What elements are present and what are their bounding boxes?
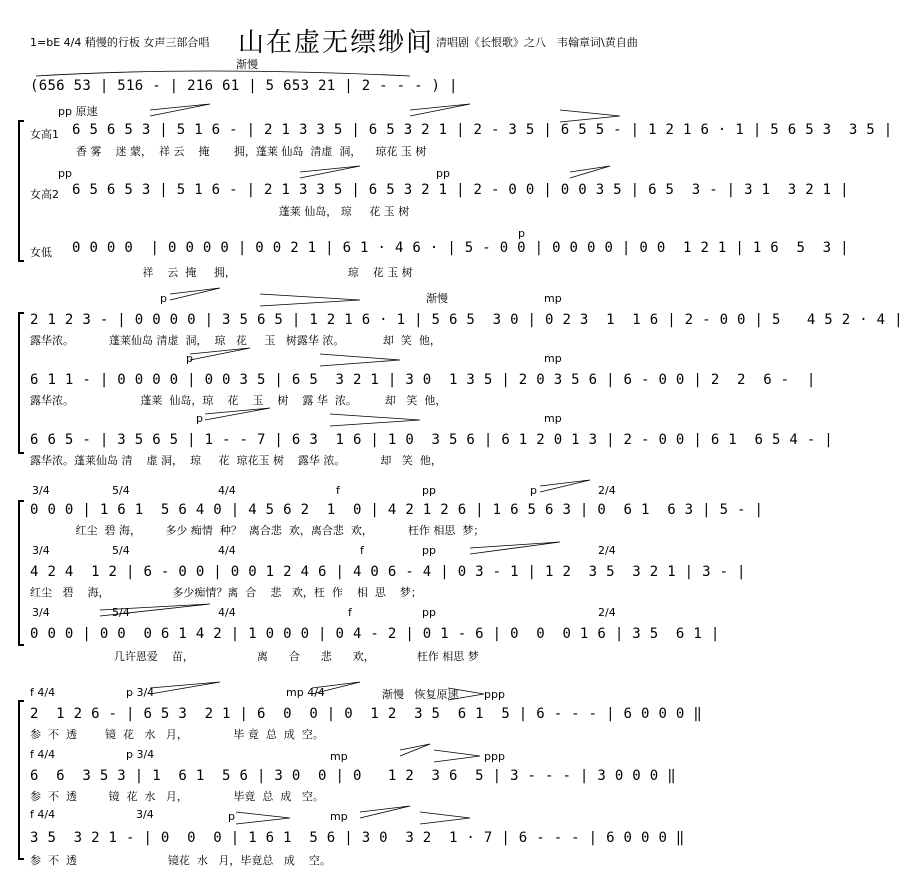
dynamic-mark: 4/4	[218, 484, 236, 497]
dynamic-mark: f 4/4	[30, 808, 56, 821]
part-lyric: 参 不 透 镜花 水 月，毕竟总 成 空。	[30, 854, 331, 867]
intro-tempo-mark: 渐慢	[236, 58, 258, 71]
dynamic-mark: mp 4/4	[286, 686, 325, 699]
hairpin	[434, 750, 480, 762]
dynamic-mark: pp 原速	[58, 105, 98, 118]
dynamic-mark: p 3/4	[126, 748, 155, 761]
hairpin	[448, 688, 484, 700]
dynamic-mark: pp	[422, 484, 436, 497]
part-lyric: 露华浓。蓬莱仙岛 清 虚 洞， 琼 花 琼花玉 树 露华 浓。 却 笑 他，	[30, 454, 442, 467]
dynamic-mark: 5/4	[112, 606, 130, 619]
part-lyric: 参 不 透 镜 花 水 月， 毕竟 总 成 空。	[30, 790, 324, 803]
hairpin	[540, 480, 590, 492]
dynamic-mark: p	[530, 484, 537, 497]
dynamic-mark: p	[196, 412, 203, 425]
hairpin	[300, 166, 360, 178]
dynamic-mark: 3/4	[136, 808, 154, 821]
dynamic-mark: f 4/4	[30, 686, 56, 699]
hairpin	[170, 288, 220, 300]
part-notes: 6 6 3 5 3 | 1 6 1 5 6 | 3 0 0 | 0 1 2 3 6 5 | 3 - - - | 3 0 0 0 ‖	[30, 768, 676, 784]
dynamic-mark: mp	[330, 750, 348, 763]
dynamic-mark: pp	[436, 167, 450, 180]
part-lyric: 参 不 透 镜 花 水 月， 毕 竟 总 成 空。	[30, 728, 324, 741]
dynamic-mark: 5/4	[112, 484, 130, 497]
dynamic-mark: 2/4	[598, 606, 616, 619]
dynamic-mark: 3/4	[32, 544, 50, 557]
hairpin	[236, 812, 290, 824]
dynamic-mark: 3/4	[32, 606, 50, 619]
dynamic-mark: f	[360, 544, 364, 557]
hairpin	[560, 110, 620, 122]
intro-slur	[36, 71, 410, 76]
part-notes: 4 2 4 1 2 | 6 - 0 0 | 0 0 1 2 4 6 | 4 0 6 - 4 | 0 3 - 1 | 1 2 3 5 3 2 1 | 3 - |	[30, 564, 746, 580]
hairpin	[330, 414, 420, 426]
dynamic-mark: p 3/4	[126, 686, 155, 699]
dynamic-mark: p	[160, 292, 167, 305]
dynamic-mark: 3/4	[32, 484, 50, 497]
dynamic-mark: 2/4	[598, 544, 616, 557]
dynamic-mark: ppp	[484, 750, 505, 763]
part-lyric: 几许恩爱 苗， 离 合 悲 欢， 枉作 相思 梦	[30, 650, 479, 663]
dynamic-mark: p	[186, 352, 193, 365]
part-notes: 0 0 0 | 1 6 1 5 6 4 0 | 4 5 6 2 1 0 | 4 2 1 2 6 | 1 6 5 6 3 | 0 6 1 6 3 | 5 - |	[30, 502, 764, 518]
dynamic-mark: ppp	[484, 688, 505, 701]
part-label: 女高2	[30, 188, 59, 201]
key-signature-info: 1=bE 4/4 稍慢的行板 女声三部合唱	[30, 36, 210, 49]
part-lyric: 红尘 碧 海， 多少痴情？离 合 悲 欢，枉 作 相 思 梦；	[30, 586, 422, 599]
dynamic-mark: 渐慢	[426, 292, 448, 305]
hairpin	[470, 542, 560, 554]
hairpin	[400, 744, 430, 756]
dynamic-mark: mp	[330, 810, 348, 823]
dynamic-mark: pp	[58, 167, 72, 180]
hairpin	[410, 104, 470, 116]
dynamic-mark: mp	[544, 352, 562, 365]
dynamic-mark: 4/4	[218, 606, 236, 619]
part-notes: 2 1 2 6 - | 6 5 3 2 1 | 6 0 0 | 0 1 2 3 5 6 1 5 | 6 - - - | 6 0 0 0 ‖	[30, 706, 703, 722]
hairpin	[320, 354, 400, 366]
intro-notes: (656 53 | 516 - | 216 61 | 5 653 21 | 2 - - - ) |	[30, 78, 458, 94]
hairpin	[360, 806, 410, 818]
hairpin	[190, 348, 250, 360]
part-lyric: 红尘 碧 海， 多少 痴情 种？ 离合悲 欢，离合悲 欢， 枉作 相思 梦；	[30, 524, 485, 537]
dynamic-mark: 2/4	[598, 484, 616, 497]
part-label: 女低	[30, 246, 52, 259]
hairpin	[100, 604, 210, 616]
dynamic-mark: 5/4	[112, 544, 130, 557]
dynamic-mark: p	[228, 810, 235, 823]
dynamic-mark: mp	[544, 412, 562, 425]
part-lyric: 蓬莱 仙岛， 琼 花 玉 树	[76, 205, 410, 218]
dynamic-mark: 渐慢 恢复原速	[382, 688, 459, 701]
part-notes: 6 6 5 - | 3 5 6 5 | 1 - - 7 | 6 3 1 6 | 1 0 3 5 6 | 6 1 2 0 1 3 | 2 - 0 0 | 6 1 6 5 4 - |	[30, 432, 834, 448]
dynamic-mark: 4/4	[218, 544, 236, 557]
dynamic-mark: f 4/4	[30, 748, 56, 761]
part-notes: 6 5 6 5 3 | 5 1 6 - | 2 1 3 3 5 | 6 5 3 2 1 | 2 - 3 5 | 6 5 5 - | 1 2 1 6 · 1 | 5 6 5 3 3 5 |	[72, 122, 893, 138]
part-label: 女高1	[30, 128, 59, 141]
part-notes: 2 1 2 3 - | 0 0 0 0 | 3 5 6 5 | 1 2 1 6 · 1 | 5 6 5 3 0 | 0 2 3 1 1 6 | 2 - 0 0 | 5 4 5 2 · 4 |	[30, 312, 903, 328]
part-notes: 0 0 0 0 | 0 0 0 0 | 0 0 2 1 | 6 1 · 4 6 · | 5 - 0 0 | 0 0 0 0 | 0 0 1 2 1 | 1 6 5 3 |	[72, 240, 849, 256]
credits: 清唱剧《长恨歌》之八 韦翰章词\黄自曲	[436, 36, 638, 49]
part-lyric: 祥 云 掩 拥， 琼 花 玉 树	[76, 266, 413, 279]
song-title: 山在虚无缥缈间	[238, 28, 435, 58]
part-notes: 0 0 0 | 0 0 0 6 1 4 2 | 1 0 0 0 | 0 4 - 2 | 0 1 - 6 | 0 0 0 1 6 | 3 5 6 1 |	[30, 626, 720, 642]
part-lyric: 露华浓。 蓬莱 仙岛，琼 花 玉 树 露 华 浓。 却 笑 他，	[30, 394, 447, 407]
hairpin	[150, 104, 210, 116]
hairpin	[312, 682, 360, 694]
hairpin	[420, 812, 470, 824]
part-notes: 6 1 1 - | 0 0 0 0 | 0 0 3 5 | 6 5 3 2 1 | 3 0 1 3 5 | 2 0 3 5 6 | 6 - 0 0 | 2 2 6 - |	[30, 372, 816, 388]
dynamic-mark: mp	[544, 292, 562, 305]
hairpin	[260, 294, 360, 306]
part-lyric: 露华浓。 蓬莱仙岛 清虚 洞， 琼 花 玉 树露华 浓。 却 笑 他，	[30, 334, 441, 347]
hairpin	[570, 166, 610, 178]
part-notes: 6 5 6 5 3 | 5 1 6 - | 2 1 3 3 5 | 6 5 3 2 1 | 2 - 0 0 | 0 0 3 5 | 6 5 3 - | 3 1 3 2 1 |	[72, 182, 849, 198]
dynamic-mark: pp	[422, 544, 436, 557]
part-notes: 3 5 3 2 1 - | 0 0 0 | 1 6 1 5 6 | 3 0 3 2 1 · 7 | 6 - - - | 6 0 0 0 ‖	[30, 830, 685, 846]
hairpin	[205, 408, 270, 420]
dynamic-mark: f	[348, 606, 352, 619]
dynamic-mark: f	[336, 484, 340, 497]
hairpin	[150, 682, 220, 694]
part-lyric: 香 雾 迷 蒙， 祥 云 掩 拥，蓬莱 仙岛 清虚 洞， 琼花 玉 树	[76, 145, 427, 158]
dynamic-mark: pp	[422, 606, 436, 619]
dynamic-mark: p	[518, 227, 525, 240]
